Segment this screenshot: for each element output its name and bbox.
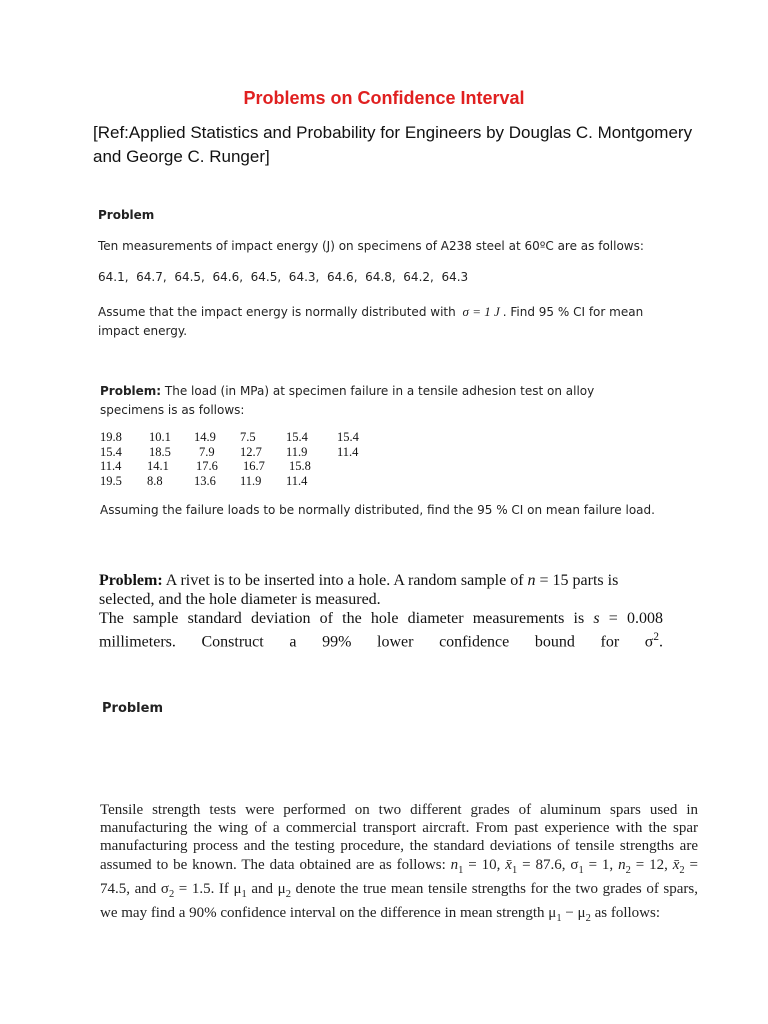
problem3-line-c [99,609,663,651]
problem4-text-c: as follows: [590,905,661,922]
table-cell: 16.7 [243,459,265,473]
problem3-heading: Problem: [99,572,163,589]
table-cell: 10.1 [149,430,171,444]
and-mu: and μ [246,880,286,897]
problem4-heading: Problem [102,701,163,716]
table-cell: 13.6 [194,473,216,488]
sub-1: 1 [578,864,584,876]
problem2-text: The load (in MPa) at specimen failure in a tensile adhesion test on alloy specimens is as follows: [100,384,595,417]
problem3-statement [99,571,663,651]
xbar1-var: x̄ [505,856,512,873]
problem1-statement: Ten measurements of impact energy (J) on specimens of A238 steel at 60ºC are as follows: [98,239,644,253]
sub-1: 1 [241,888,247,900]
problem2-statement [100,382,660,420]
sub-1: 1 [556,913,562,925]
table-cell: 14.1 [147,459,169,473]
table-cell: 11.9 [286,444,308,459]
reference-citation: [Ref:Applied Statistics and Probability for Engineers by Douglas C. Montgomery and George C. Runger] [93,123,693,166]
table-cell: 7.5 [240,430,256,444]
problem3-n-var: n [527,572,536,589]
table-cell: 11.4 [100,459,122,473]
table-cell: 19.8 [100,430,122,444]
table-cell: 8.8 [147,473,163,488]
problem2-heading: Problem: [100,384,162,398]
table-cell: 11.9 [240,473,262,488]
xbar2-var: x̄ [672,856,680,873]
problem4-text-b: denote the true mean tensile strengths for the two grades of spars, we may find a 90% confidence interval on the difference in mean strength μ [100,880,698,922]
problem1-data: 64.1, 64.7, 64.5, 64.6, 64.5, 64.3, 64.6, 64.8, 64.2, 64.3 [98,270,469,284]
xbar1-value: = 87.6, σ [517,856,579,873]
minus-mu: − μ [561,905,586,922]
sub-2: 2 [679,864,685,876]
sub-2: 2 [585,913,591,925]
problem3-text-c: The sample standard deviation of the hole diameter measurements is [99,610,594,627]
problem1-assumption [98,302,673,341]
table-cell: 11.4 [337,444,359,459]
table-cell: 18.5 [149,444,171,459]
table-cell: 7.9 [199,444,215,459]
table-cell: 17.6 [196,459,218,473]
problem3-text-a: A rivet is to be inserted into a hole. A random sample of [162,572,528,589]
sigma2-value: = 1.5. If μ [174,880,242,897]
table-cell: 11.4 [286,473,308,488]
problem1-assume-text: Assume that the impact energy is normally distributed with [98,305,456,319]
sub-2: 2 [168,888,175,900]
table-cell: 15.4 [100,444,122,459]
xbar2-value: = 74.5, and σ [100,856,698,897]
page-title: Problems on Confidence Interval [243,88,525,108]
problem1-assume-end: . Find 95 % CI for mean impact energy. [98,305,644,338]
table-cell: 19.5 [100,473,122,488]
sigma-squared-exponent: 2 [653,631,659,643]
table-cell: 14.9 [194,430,216,444]
n1-var: n [450,856,459,873]
table-cell: 15.8 [289,459,311,473]
problem1-heading: Problem [98,208,155,222]
problem3-s-var: s [593,610,600,627]
problem3-text-b: = 15 parts is selected, and the hole diameter is measured. [99,572,619,608]
table-cell: 15.4 [286,430,308,444]
sub-2: 2 [285,888,291,900]
problem4-text-a: Tensile strength tests were performed on two different grades of aluminum spars used in manufacturing the wing of a commercial transport aircraft. From past experience with the spar manufacturing process and the testing procedure, the standard deviations of tensile strengths are assumed to be known. The data obtained are as follows: [100,802,698,873]
problem1-sigma-formula: σ = 1 J [462,304,500,319]
sub-1: 1 [511,864,518,876]
table-cell: 12.7 [240,444,262,459]
n2-value: = 12, [630,856,673,873]
problem2-footer: Assuming the failure loads to be normally distributed, find the 95 % CI on mean failure load. [100,503,655,517]
n2-var: n [618,856,626,873]
sub-1: 1 [458,864,464,876]
sub-2: 2 [625,864,631,876]
sigma1-value: = 1, [583,856,619,873]
table-cell: 15.4 [337,430,359,444]
problem3-text-e: . [659,633,663,651]
n1-value: = 10, [463,856,506,873]
problem4-statement [100,801,698,928]
problem3-text-d: = 0.008 millimeters. Construct a 99% lower confidence bound for σ [99,610,663,651]
